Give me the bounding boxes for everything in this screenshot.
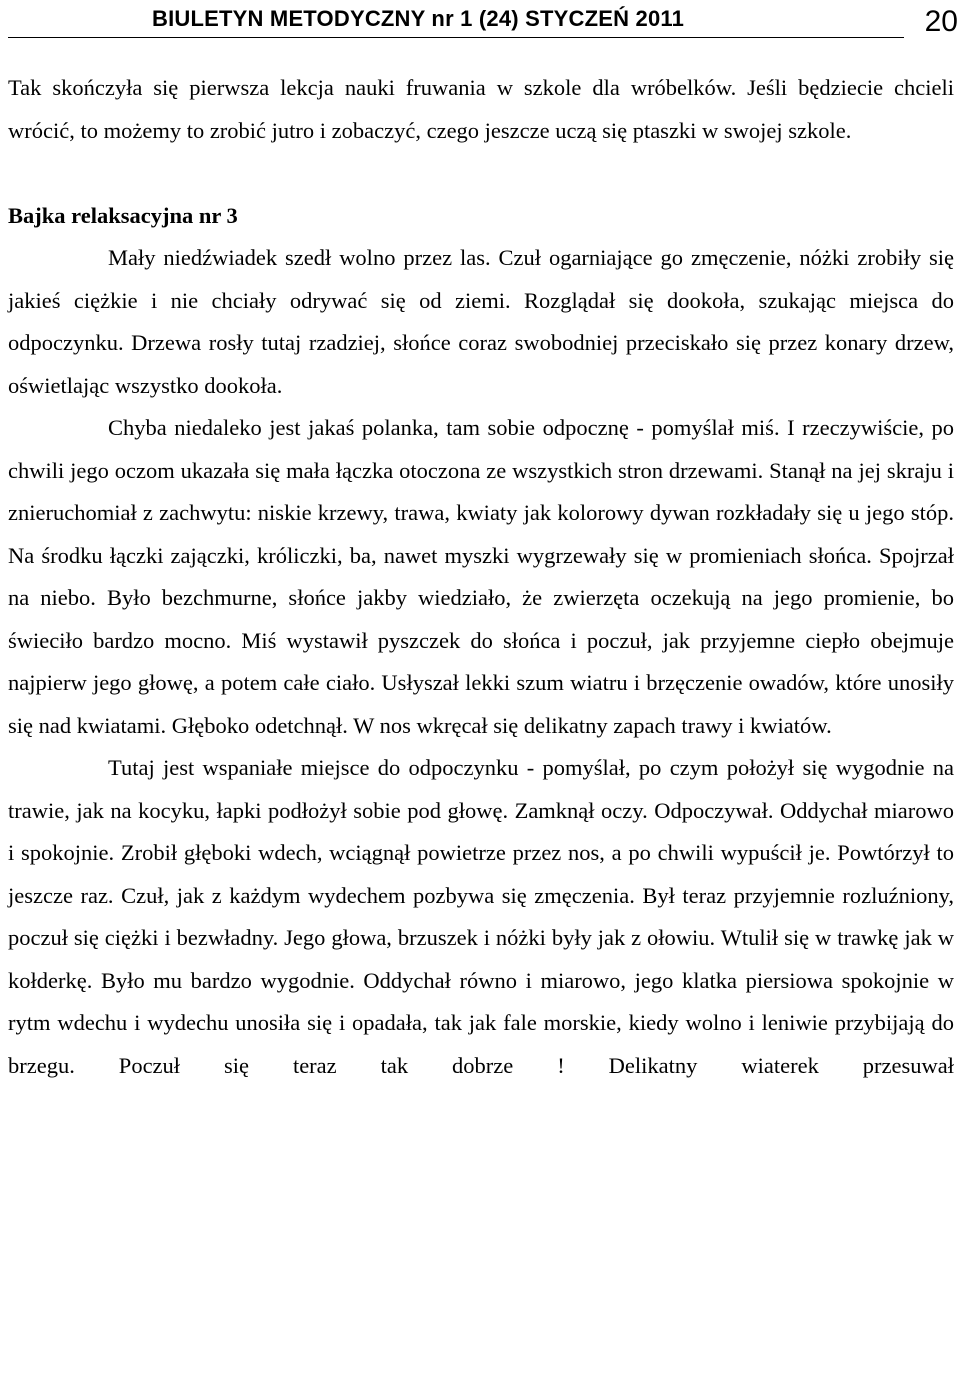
header-rule bbox=[8, 37, 904, 38]
bulletin-title: BIULETYN METODYCZNY nr 1 (24) STYCZEŃ 2011 bbox=[152, 6, 685, 31]
story-heading: Bajka relaksacyjna nr 3 bbox=[8, 202, 238, 228]
intro-paragraph: Tak skończyła się pierwsza lekcja nauki fruwania w szkole dla wróbelków. Jeśli będziecie chcieli wrócić, to możemy to zrobić jutro i zobaczyć, czego jeszcze uczą się ptaszki w swojej szkole. bbox=[8, 75, 954, 143]
page-header bbox=[8, 0, 958, 40]
page-number: 20 bbox=[924, 5, 958, 38]
page-content bbox=[8, 67, 954, 1087]
story-paragraph-1: Mały niedźwiadek szedł wolno przez las. Czuł ogarniające go zmęczenie, nóżki zrobiły się jakieś ciężkie i nie chciały odrywać się od ziemi. Rozglądał się dookoła, szukając miejsca do odpoczynku. Drzewa rosły tutaj rzadziej, słońce coraz swobodniej przeciskało się przez konary drzew, oświetlając wszystko dookoła. bbox=[8, 245, 954, 398]
story-paragraph-2: Chyba niedaleko jest jakaś polanka, tam sobie odpocznę - pomyślał miś. I rzeczywiście, po chwili jego oczom ukazała się mała łączka otoczona ze wszystkich stron drzewami. Stanął na jej skraju i znieruchomiał z zachwytu: niskie krzewy, trawa, kwiaty jak kolorowy dywan rozkładały się u jego stóp. Na środku łączki zajączki, króliczki, ba, nawet myszki wygrzewały się w promieniach słońca. Spojrzał na niebo. Było bezchmurne, słońce jakby wiedziało, że zwierzęta oczekują na jego promienie, bo świeciło bardzo mocno. Miś wystawił pyszczek do słońca i poczuł, jak przyjemne ciepło obejmuje najpierw jego głowę, a potem całe ciało. Usłyszał lekki szum wiatru i brzęczenie owadów, które unosiły się nad kwiatami. Głęboko odetchnął. W nos wkręcał się delikatny zapach trawy i kwiatów. bbox=[8, 415, 954, 738]
story-paragraph-3: Tutaj jest wspaniałe miejsce do odpoczynku - pomyślał, po czym położył się wygodnie na trawie, jak na kocyku, łapki podłożył sobie pod głowę. Zamknął oczy. Odpoczywał. Oddychał miarowo i spokojnie. Zrobił głęboki wdech, wciągnął powietrze przez nos, a po chwili wypuścił je. Powtórzył to jeszcze raz. Czuł, jak z każdym wydechem pozbywa się zmęczenia. Był teraz przyjemnie rozluźniony, poczuł się ciężki i bezwładny. Jego głowa, brzuszek i nóżki były jak z ołowiu. Wtulił się w trawkę jak w kołderkę. Było mu bardzo wygodnie. Oddychał równo i miarowo, jego klatka piersiowa spokojnie w rytm wdechu i wydechu unosiła się i opadała, tak jak fale morskie, kiedy wolno i leniwie przybijają do brzegu. Poczuł się teraz tak dobrze ! Delikatny wiaterek przesuwał bbox=[8, 755, 954, 1078]
